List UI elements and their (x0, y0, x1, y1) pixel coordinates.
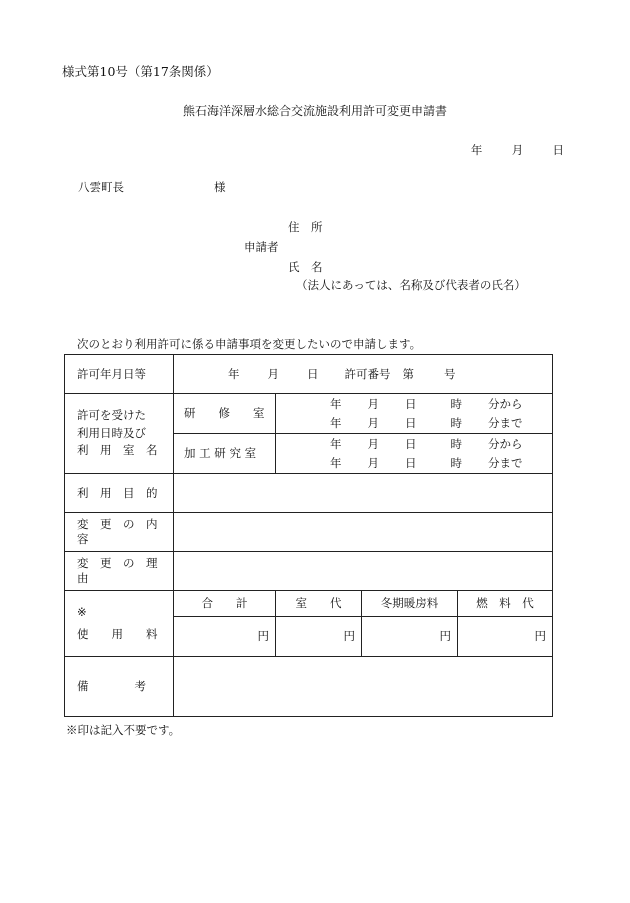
room-name-processing: 加 工 研 究 室 (174, 434, 276, 474)
unit-hour: 時 (450, 396, 462, 411)
usage-label-line-3: 利 用 室 名 (77, 443, 158, 458)
intro-text: 次のとおり利用許可に係る申請事項を変更したいので申請します。 (77, 337, 422, 351)
change-reason-row (65, 552, 553, 591)
yen-unit: 円 (257, 629, 269, 644)
unit-hour: 時 (450, 415, 462, 430)
applicant-label: 申請者 (244, 240, 279, 254)
name-label: 氏 名 (288, 260, 323, 274)
unit-month: 月 (367, 436, 379, 451)
purpose-row (65, 474, 553, 513)
unit-day: 日 (405, 396, 417, 411)
fee-total-field[interactable] (174, 617, 276, 657)
fee-room-field[interactable] (276, 617, 362, 657)
unit-hour: 時 (450, 436, 462, 451)
datetime-from-line (276, 395, 552, 414)
fee-mark: ※ (77, 604, 87, 619)
change-content-label: 変 更 の 内 容 (65, 513, 174, 552)
document-title: 熊石海洋深層水総合交流施設利用許可変更申請書 (182, 104, 447, 118)
unit-year: 年 (330, 396, 342, 411)
corporation-note: （法人にあっては、名称及び代表者の氏名） (296, 278, 526, 292)
unit-hour: 時 (450, 455, 462, 470)
yen-unit: 円 (343, 629, 355, 644)
training-room-datetime[interactable] (276, 394, 553, 434)
unit-from: 分から (488, 396, 523, 411)
permit-date-row (65, 355, 553, 394)
unit-month: 月 (367, 415, 379, 430)
unit-year: 年 (330, 415, 342, 430)
room-name-training: 研 修 室 (174, 394, 276, 434)
yen-unit: 円 (534, 629, 546, 644)
fee-header-row (65, 591, 553, 617)
footnote: ※印は記入不要です。 (66, 723, 181, 737)
remarks-label: 備 考 (65, 657, 174, 717)
application-form-table (64, 354, 553, 717)
change-content-row (65, 513, 553, 552)
date-month: 月 (511, 143, 524, 157)
usage-label-line-1: 許可を受けた (77, 407, 146, 422)
form-number: 様式第10号（第17条関係） (62, 64, 219, 79)
addressee-name: 八雲町長 (78, 180, 124, 194)
unit-to: 分まで (488, 415, 523, 430)
permit-month: 月 (267, 366, 279, 381)
permit-year: 年 (228, 366, 240, 381)
unit-from: 分から (488, 436, 523, 451)
unit-day: 日 (405, 455, 417, 470)
fee-header-total: 合 計 (174, 591, 276, 617)
date-year: 年 (470, 143, 483, 157)
unit-to: 分まで (488, 455, 523, 470)
processing-room-datetime[interactable] (276, 434, 553, 474)
fee-label: 使 用 料 (77, 626, 158, 641)
datetime-to-line (276, 454, 552, 473)
unit-day: 日 (405, 415, 417, 430)
permit-number-go: 号 (444, 366, 456, 381)
change-reason-field[interactable] (174, 552, 553, 591)
unit-day: 日 (405, 436, 417, 451)
remarks-row (65, 657, 553, 717)
date-day: 日 (552, 143, 564, 157)
fee-header-heating: 冬期暖房料 (362, 591, 458, 617)
unit-month: 月 (367, 455, 379, 470)
room-row-training (65, 394, 553, 434)
fee-label-cell (65, 591, 174, 657)
application-date (471, 145, 564, 157)
permit-number-dai: 第 (402, 366, 414, 381)
permit-date-field[interactable] (174, 355, 553, 394)
datetime-to-line (276, 414, 552, 433)
usage-datetime-label (65, 394, 174, 474)
permit-day: 日 (307, 366, 319, 381)
fee-header-fuel: 燃 料 代 (458, 591, 553, 617)
datetime-from-line (276, 435, 552, 454)
fee-heating-field[interactable] (362, 617, 458, 657)
fee-header-room: 室 代 (276, 591, 362, 617)
address-label: 住 所 (288, 220, 323, 234)
change-content-field[interactable] (174, 513, 553, 552)
purpose-label: 利 用 目 的 (65, 474, 174, 513)
unit-year: 年 (330, 455, 342, 470)
change-reason-label: 変 更 の 理 由 (65, 552, 174, 591)
permit-number-label: 許可番号 (344, 366, 391, 381)
purpose-field[interactable] (174, 474, 553, 513)
fee-fuel-field[interactable] (458, 617, 553, 657)
usage-label-line-2: 利用日時及び (77, 425, 146, 440)
unit-month: 月 (367, 396, 379, 411)
remarks-field[interactable] (174, 657, 553, 717)
permit-date-label: 許可年月日等 (65, 355, 174, 394)
yen-unit: 円 (439, 629, 451, 644)
unit-year: 年 (330, 436, 342, 451)
addressee-honorific: 様 (214, 180, 226, 194)
